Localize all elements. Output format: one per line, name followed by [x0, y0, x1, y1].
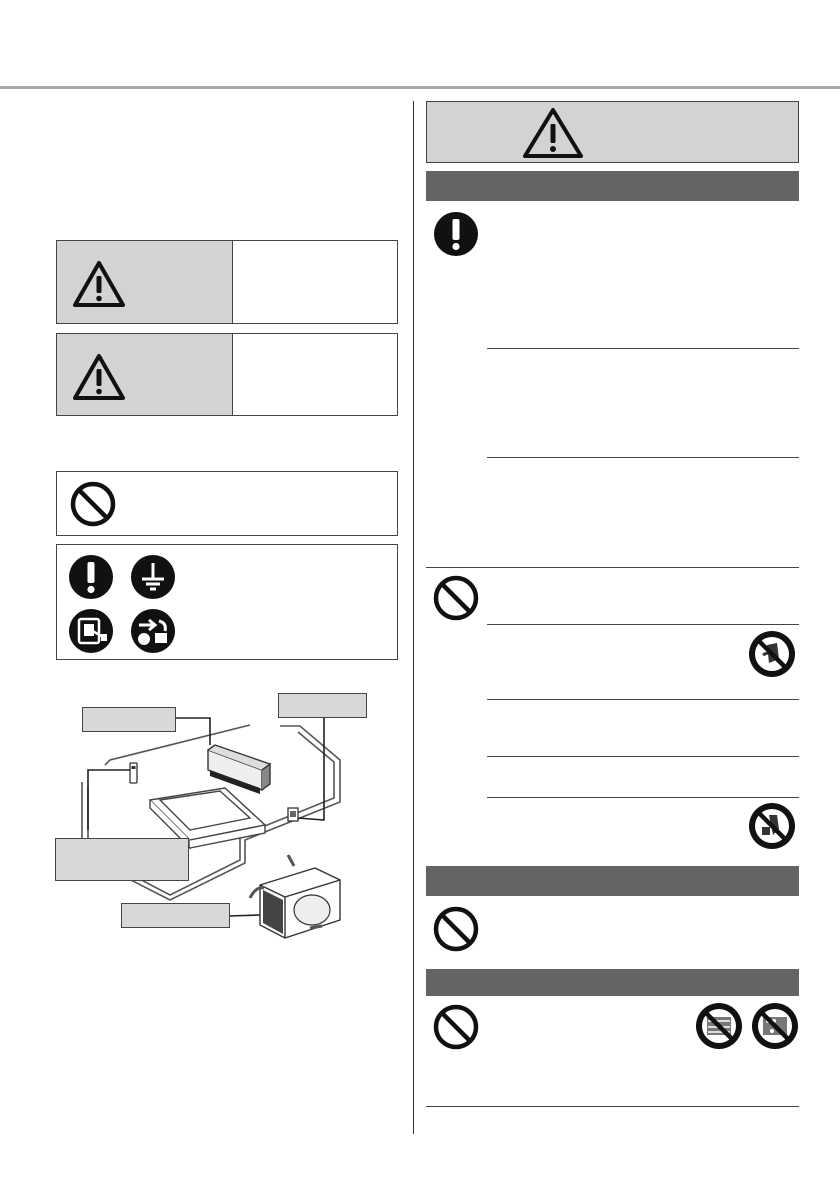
no-water-icon	[694, 1001, 744, 1051]
section-title-2	[426, 873, 436, 888]
section-end-rule	[426, 1106, 799, 1107]
prohibited-icon	[432, 905, 480, 953]
prohibited-icon	[432, 1003, 480, 1051]
outlet-drawing	[288, 808, 298, 821]
item-divider	[487, 457, 799, 458]
airflow-arrow	[288, 855, 294, 866]
column-divider	[413, 101, 414, 1134]
earth-ground-icon	[129, 553, 177, 601]
prohibited-icon	[432, 574, 480, 622]
warning-triangle-icon	[71, 352, 127, 402]
disconnect-power-icon	[129, 607, 177, 655]
item-divider	[487, 624, 799, 625]
section-bar-1	[426, 171, 799, 201]
section-bar-2	[426, 866, 799, 896]
section-bar-3	[426, 969, 799, 996]
item-divider	[487, 756, 799, 757]
no-chemicals-icon	[750, 1001, 800, 1051]
outdoor-unit-drawing	[250, 868, 340, 938]
warning-level-panel	[57, 241, 233, 323]
mandatory-icon	[67, 553, 115, 601]
no-wet-hands-icon	[747, 801, 797, 851]
outdoor-unit-label	[121, 903, 230, 928]
indoor-unit-drawing	[208, 745, 270, 794]
mandatory-icon	[432, 210, 480, 258]
mandatory-symbol-box	[56, 544, 398, 660]
airflow-arrow	[310, 926, 322, 928]
item-divider	[487, 797, 799, 798]
warning-triangle-icon	[521, 106, 585, 160]
item-divider	[487, 699, 799, 700]
remote-controller-label	[55, 838, 189, 881]
caution-level-panel	[57, 334, 233, 415]
no-touch-icon	[747, 629, 797, 679]
indoor-unit-label	[82, 707, 176, 732]
header-rule	[0, 86, 840, 89]
warning-level-box	[56, 240, 398, 324]
group-divider	[426, 567, 799, 568]
section-title-3	[426, 975, 436, 990]
prohibited-symbol-box	[56, 471, 398, 536]
warning-triangle-icon	[71, 259, 127, 309]
remote-controller-drawing	[130, 763, 137, 783]
outlet-label	[278, 693, 367, 718]
warning-banner	[426, 101, 799, 163]
item-divider	[487, 348, 799, 349]
prohibited-icon	[69, 480, 117, 528]
unplug-icon	[67, 607, 115, 655]
caution-level-box	[56, 333, 398, 416]
section-title-1	[426, 178, 436, 193]
